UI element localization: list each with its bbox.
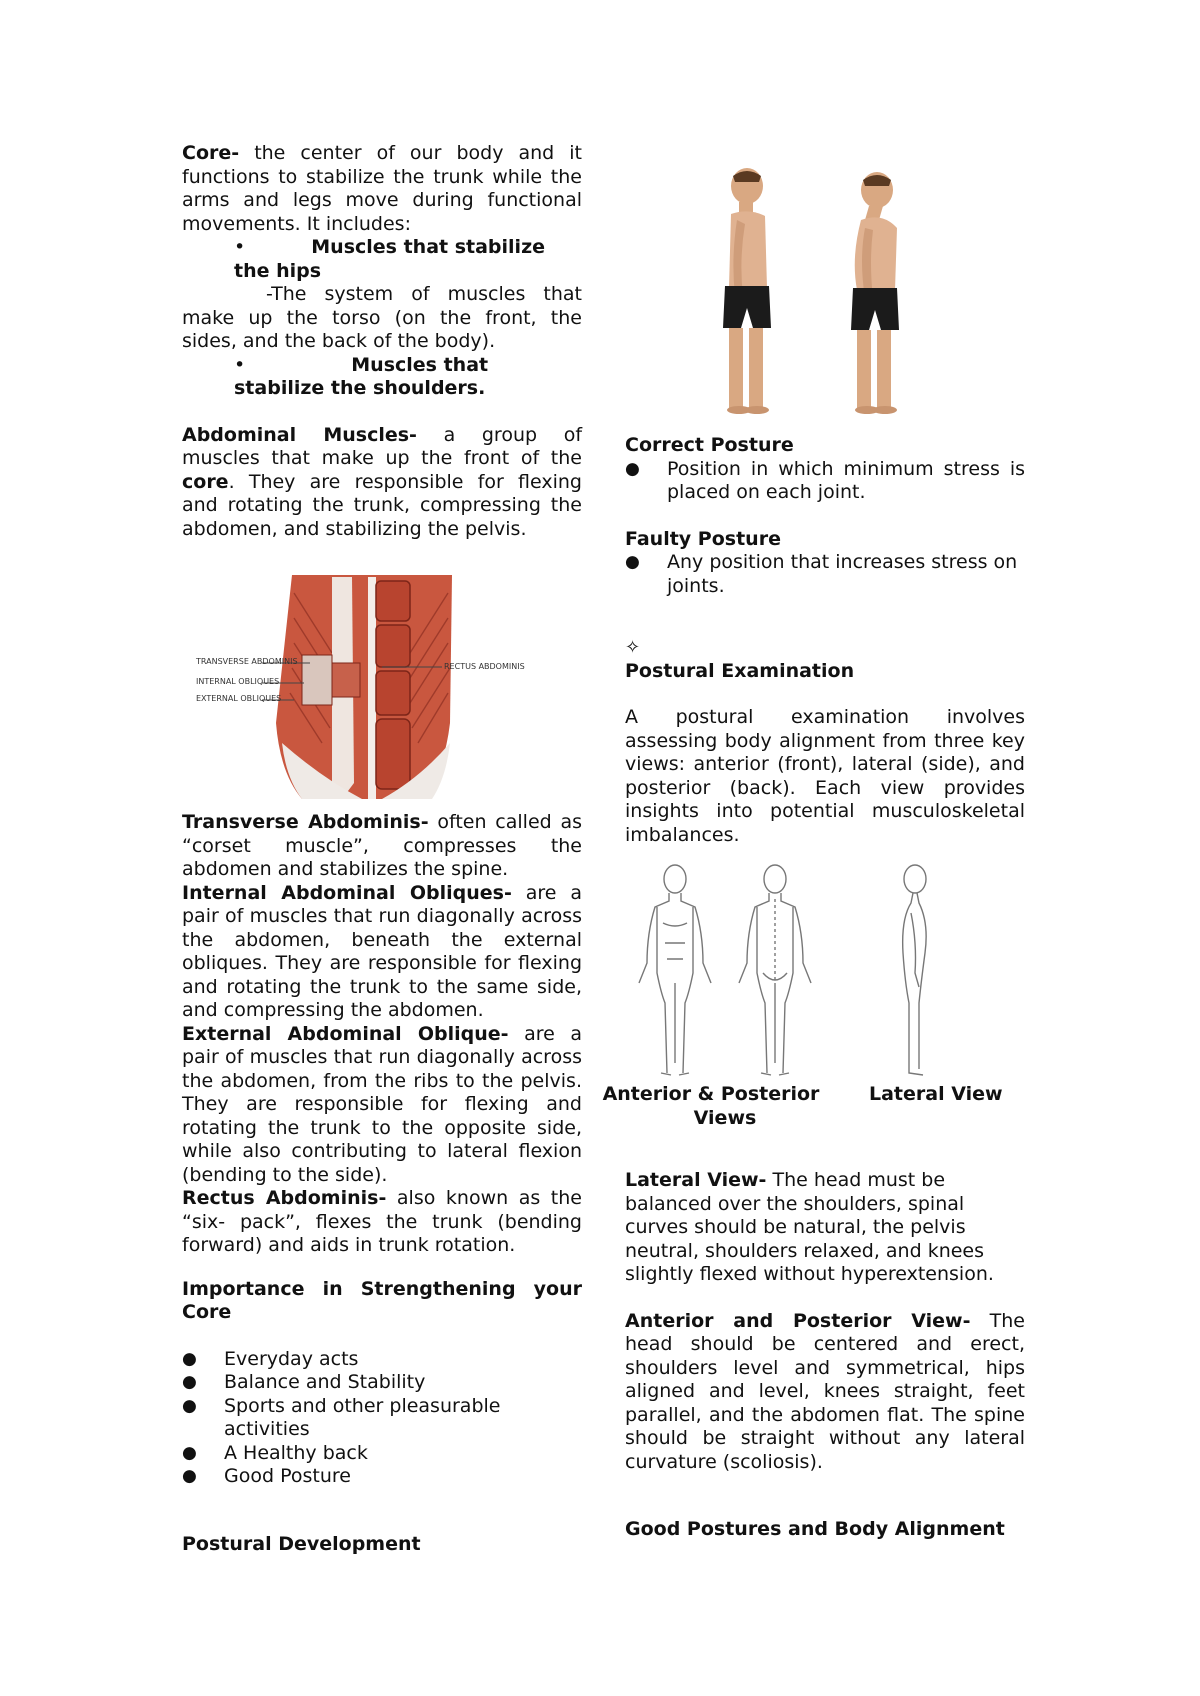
lateral-view-paragraph — [625, 1169, 1025, 1287]
lateral-view-figure — [903, 865, 926, 1075]
correct-posture-heading: Correct Posture — [625, 434, 794, 456]
list-item: ● Any position that increases stress on joints. — [625, 551, 1025, 598]
label-external: EXTERNAL OBLIQUES — [196, 694, 282, 703]
correct-posture-figure — [723, 168, 771, 414]
list-item: ● Everyday acts — [182, 1348, 582, 1372]
list-item: ● Good Posture — [182, 1465, 582, 1489]
abdominal-term: Abdominal Muscles- — [182, 423, 417, 446]
core-paragraph — [182, 142, 582, 236]
posture-figures-illustration — [625, 168, 1025, 414]
abdominal-paragraph — [182, 424, 582, 542]
star-icon: ✧ — [625, 637, 641, 658]
postural-examination-heading: Postural Examination — [625, 659, 855, 682]
bullet-shoulders — [182, 354, 582, 401]
abdominal-muscles-diagram — [182, 573, 582, 801]
label-internal: INTERNAL OBLIQUES — [196, 677, 280, 686]
faulty-posture-figure — [851, 172, 899, 414]
importance-list — [182, 1348, 582, 1489]
abdominal-def-1: a group of muscles that make up the front of the — [182, 423, 583, 469]
importance-heading: Importance in Strengthening your Core — [182, 1277, 582, 1323]
muscle-text: are a pair of muscles that run diagonally across the abdomen, beneath the external obliques. They are responsible for flexing and rotating the trunk to the same side, and compressing the abdomen. — [182, 881, 582, 1021]
list-item: ● Position in which minimum stress is placed on each joint. — [625, 458, 1025, 505]
muscle-def — [182, 811, 582, 882]
label-rectus: RECTUS ABDOMINIS — [444, 662, 525, 671]
muscle-text: often called as “corset muscle”, compresses the abdomen and stabilizes the spine. — [182, 811, 583, 880]
postural-examination-text: A postural examination involves assessing body alignment from three key views: anterior (front), lateral (side), and posterior (back). Each view provides insights into potential musculoskeletal imbalances. — [625, 706, 1025, 846]
left-column — [182, 142, 582, 1556]
muscle-term: Internal Abdominal Obliques- — [182, 881, 512, 904]
lateral-view-term: Lateral View- — [625, 1169, 767, 1191]
muscle-term: Rectus Abdominis- — [182, 1187, 387, 1209]
bullet-hips — [182, 236, 582, 283]
lateral-view-text: The head must be balanced over the shoulders, spinal curves should be natural, the pelvis neutral, shoulders relaxed, and knees slightly flexed without hyperextension. — [625, 1169, 994, 1285]
faulty-posture-list — [625, 551, 1025, 598]
body-views-diagram — [625, 863, 1025, 1081]
abdominal-def-2: . They are responsible for flexing and rotating the trunk, compressing the abdomen, and stabilizing the pelvis. — [182, 470, 582, 540]
muscle-text: also known as the “six- pack”, flexes the trunk (bending forward) and aids in trunk rotation. — [182, 1187, 582, 1256]
faulty-posture-heading: Faulty Posture — [625, 527, 781, 550]
muscle-term: Transverse Abdominis- — [182, 811, 429, 833]
core-definition: the center of our body and it functions to stabilize the trunk while the arms and legs move during functional movements. It includes: — [182, 142, 582, 235]
hips-description: -The system of muscles that make up the torso (on the front, the sides, and the back of the body). — [182, 283, 582, 352]
muscle-text: are a pair of muscles that run diagonally across the abdomen, from the ribs to the pelvis. They are responsible for flexing and rotating the trunk to the opposite side, while also contributing to lateral flexion (bending to the side). — [182, 1022, 582, 1186]
bullet-dot: • — [234, 236, 246, 258]
posture-comparison-photo — [625, 168, 1025, 414]
abdominal-core-word: core — [182, 470, 229, 493]
ap-view-text: The head should be centered and erect, shoulders level and symmetrical, hips aligned and level, knees straight, feet parallel, and the abdomen flat. The spine should be straight without any lateral curvature (scoliosis). — [625, 1309, 1025, 1473]
muscle-def — [182, 1023, 582, 1188]
label-transverse: TRANSVERSE ABDOMINIS — [196, 657, 298, 666]
list-item: ● Sports and other pleasurable activities — [182, 1395, 582, 1442]
list-item: ● A Healthy back — [182, 1442, 582, 1466]
muscle-definitions — [182, 811, 582, 1258]
anterior-view-figure — [639, 865, 711, 1075]
core-term: Core- — [182, 142, 240, 164]
postural-development-heading: Postural Development — [182, 1532, 421, 1555]
right-column — [602, 168, 1025, 1542]
abdominal-muscles-illustration — [182, 573, 582, 801]
bullet-dot: • — [234, 353, 246, 376]
ap-view-term: Anterior and Posterior View- — [625, 1309, 971, 1332]
bullet-hips-label: Muscles that stabilize the hips — [234, 236, 546, 282]
muscle-def — [182, 882, 582, 1023]
good-postures-heading: Good Postures and Body Alignment — [625, 1518, 1005, 1540]
ap-view-paragraph — [625, 1310, 1025, 1475]
body-views-captions — [602, 1083, 1025, 1133]
muscle-def — [182, 1187, 582, 1258]
caption-anterior-posterior: Anterior & Posterior Views — [602, 1083, 820, 1129]
bullet-shoulders-label: Muscles that stabilize the shoulders. — [234, 353, 489, 399]
posterior-view-figure — [739, 865, 811, 1075]
correct-posture-list — [625, 458, 1025, 505]
body-views-illustration — [625, 863, 1025, 1081]
muscle-term: External Abdominal Oblique- — [182, 1022, 509, 1045]
caption-lateral: Lateral View — [869, 1083, 1003, 1105]
list-item: ● Balance and Stability — [182, 1371, 582, 1395]
